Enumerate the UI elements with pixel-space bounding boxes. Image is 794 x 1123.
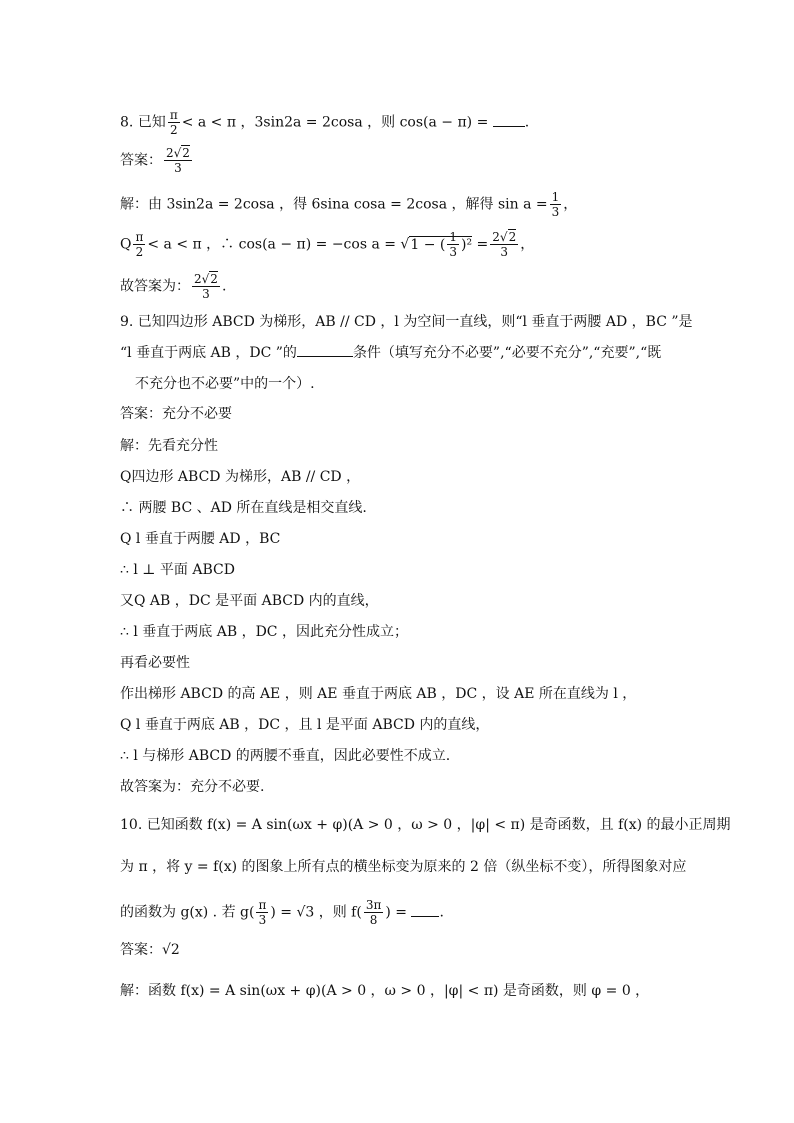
q9-line-2: “l 垂直于两底 AB ，DC ”的 条件（填写充分不必要”,“必要不充分”,“充要”,“既 [120, 345, 662, 361]
q9-solution-line: Q l 垂直于两腰 AD ，BC [120, 531, 281, 547]
fraction: $\frac{\pi}{3}$ [258, 898, 267, 927]
q9-solution-line: ∴ l 与梯形 ABCD 的两腰不垂直，因此必要性不成立. [120, 748, 451, 764]
q10-line-3: 的函数为 g(x) . 若 g( $\frac{\pi}{3}$ ) = √3 ，则 f( $\frac{3\pi}{8}$ ) = . [120, 898, 444, 927]
fraction: $\frac{2√2}{3}$ [166, 146, 190, 175]
fraction: $\frac{\pi}{2}$ [169, 108, 178, 137]
fraction: $\frac{2√2}{3}$ [194, 272, 218, 301]
q9-answer: 答案：充分不必要 [120, 406, 232, 422]
q9-solution-line: 解：先看充分性 [120, 438, 218, 454]
q8-solution-line-1: 解：由 3sin2a = 2cosa ，得 6sina cosa = 2cosa ，解得 sin a = $\frac{1}{3}$ ， [120, 190, 578, 219]
q9-solution-line: ∴ 两腰 BC 、AD 所在直线是相交直线. [120, 500, 367, 516]
q9-solution-line: 再看必要性 [120, 655, 190, 671]
q9-solution-line: 又Q AB ，DC 是平面 ABCD 内的直线， [120, 593, 379, 609]
q8-solution-line-2: Q $\frac{\pi}{2}$ < a < π ，∴ cos(a − π) = −cos a = √1 − ( $\frac{1}{3}$ )² = $\frac{2√2}{3}$ ， [120, 230, 535, 259]
fraction: $\frac{\pi}{2}$ [135, 230, 144, 259]
q10-answer: 答案：√2 [120, 942, 180, 958]
q9-solution-line: Q四边形 ABCD 为梯形，AB // CD ， [120, 469, 361, 485]
q10-line-1: 10. 已知函数 f(x) = A sin(ωx + φ)(A > 0 ，ω > 0 ，|φ| < π) 是奇函数，且 f(x) 的最小正周期 [120, 817, 731, 833]
fraction: $\frac{1}{3}$ [551, 190, 560, 219]
answer-blank [411, 904, 439, 917]
answer-blank [297, 344, 353, 357]
fraction: $\frac{2√2}{3}$ [492, 230, 517, 259]
radical: 1 − ( $\frac{1}{3}$ )² [410, 230, 473, 259]
q9-solution-line: 作出梯形 ABCD 的高 AE ，则 AE 垂直于两底 AB ，DC ，设 AE 所在直线为 l ， [120, 686, 637, 702]
fraction: $\frac{3\pi}{8}$ [365, 898, 382, 927]
q9-solution-line: ∴ l 垂直于两底 AB ，DC ，因此充分性成立； [120, 624, 408, 640]
q9-solution-line: Q l 垂直于两底 AB ，DC ，且 l 是平面 ABCD 内的直线， [120, 717, 490, 733]
q9-line-3: 不充分也不必要”中的一个）. [135, 376, 315, 392]
q8-line: 8. 已知 $\frac{\pi}{2}$ < a < π ，3sin2a = 2cosa ，则 cos(a − π) = . [120, 108, 530, 137]
answer-blank [493, 114, 525, 127]
q8-answer: 答案： $\frac{2√2}{3}$ [120, 146, 190, 175]
q9-solution-line: 故答案为：充分不必要. [120, 779, 265, 795]
q9-solution-line: ∴ l ⊥ 平面 ABCD [120, 562, 235, 578]
q8-number: 8. [120, 114, 134, 131]
q9-line-1: 9. 已知四边形 ABCD 为梯形，AB // CD ，l 为空间一直线，则“l 垂直于两腰 AD ，BC ”是 [120, 314, 693, 330]
q10-line-2: 为 π ，将 y = f(x) 的图象上所有点的横坐标变为原来的 2 倍（纵坐标不变），所得图象对应 [120, 859, 687, 875]
q8-final-answer: 故答案为： $\frac{2√2}{3}$ . [120, 272, 227, 301]
q10-solution-line: 解：函数 f(x) = A sin(ωx + φ)(A > 0 ，ω > 0 ，|φ| < π) 是奇函数，则 φ = 0 ， [120, 983, 650, 999]
